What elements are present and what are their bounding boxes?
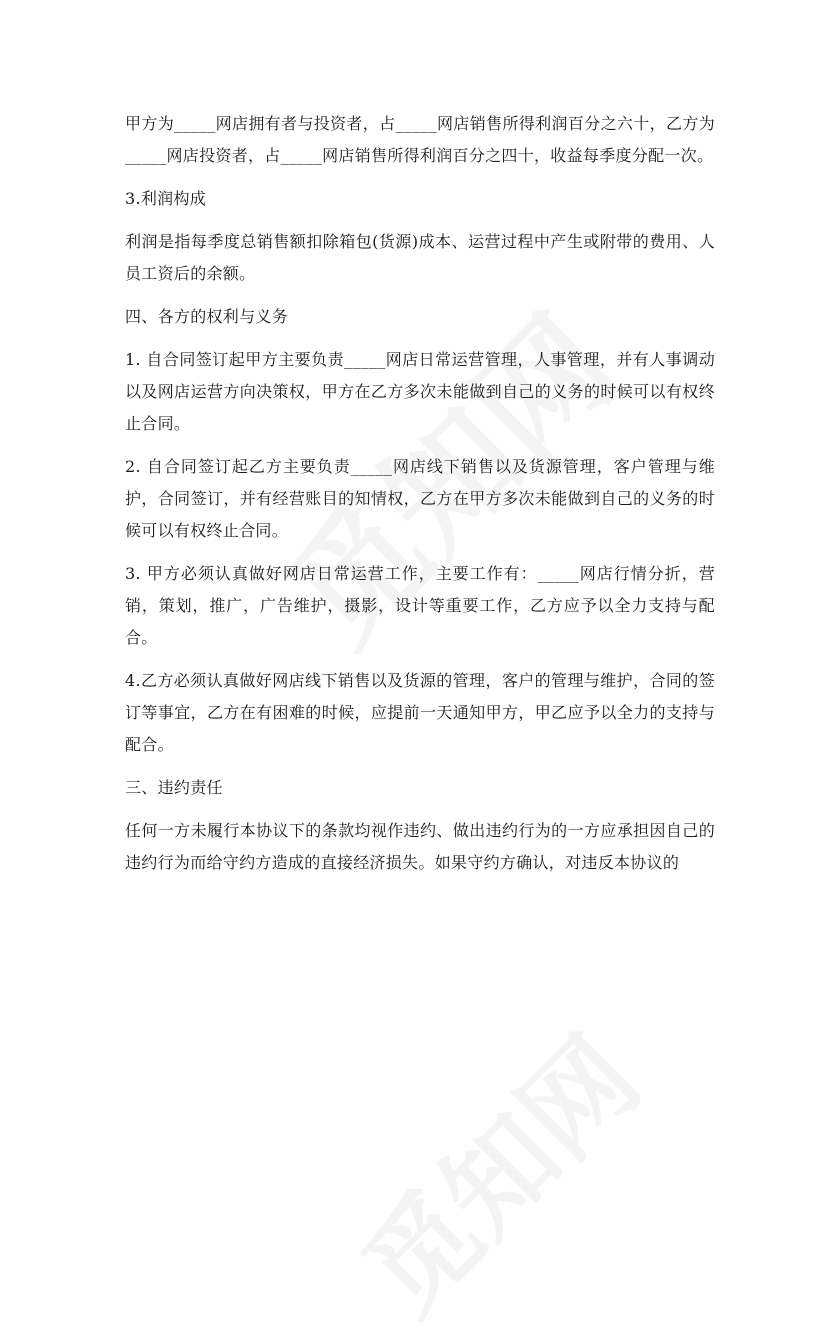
heading-rights-obligations: 四、各方的权利与义务 <box>125 307 289 326</box>
paragraph-profit-share: 甲方为_____网店拥有者与投资者，占_____网店销售所得利润百分之六十，乙方为_____网店投资者，占_____网店销售所得利润百分之四十，收益每季度分配一次。 <box>125 114 715 165</box>
document-body <box>125 108 715 890</box>
watermark <box>322 996 667 1341</box>
paragraph-breach: 任何一方未履行本协议下的条款均视作违约、做出违约行为的一方应承担因自己的违约行为而给守约方造成的直接经济损失。如果守约方确认，对违反本协议的 <box>125 821 715 872</box>
paragraph-clause-4: 4.乙方必须认真做好网店线下销售以及货源的管理，客户的管理与维护，合同的签订等事宜，乙方在有困难的时候，应提前一天通知甲方，甲乙应予以全力的支持与配合。 <box>125 671 715 754</box>
paragraph-clause-3: 3. 甲方必须认真做好网店日常运营工作，主要工作有：_____网店行情分折，营销，策划，推广，广告维护，摄影，设计等重要工作，乙方应予以全力支持与配合。 <box>125 564 715 647</box>
paragraph-clause-2: 2. 自合同签订起乙方主要负责_____网店线下销售以及货源管理，客户管理与维护，合同签订，并有经营账目的知情权，乙方在甲方多次未能做到自己的义务的时候可以有权终止合同。 <box>125 457 715 540</box>
heading-profit-structure: 3.利润构成 <box>125 189 207 208</box>
paragraph-clause-1: 1. 自合同签订起甲方主要负责_____网店日常运营管理，人事管理，并有人事调动以及网店运营方向决策权，甲方在乙方多次未能做到自己的义务的时候可以有权终止合同。 <box>125 350 715 433</box>
paragraph-profit-definition: 利润是指每季度总销售额扣除箱包(货源)成本、运营过程中产生或附带的费用、人员工资后的余额。 <box>125 232 715 283</box>
heading-breach-liability: 三、违约责任 <box>125 778 223 797</box>
